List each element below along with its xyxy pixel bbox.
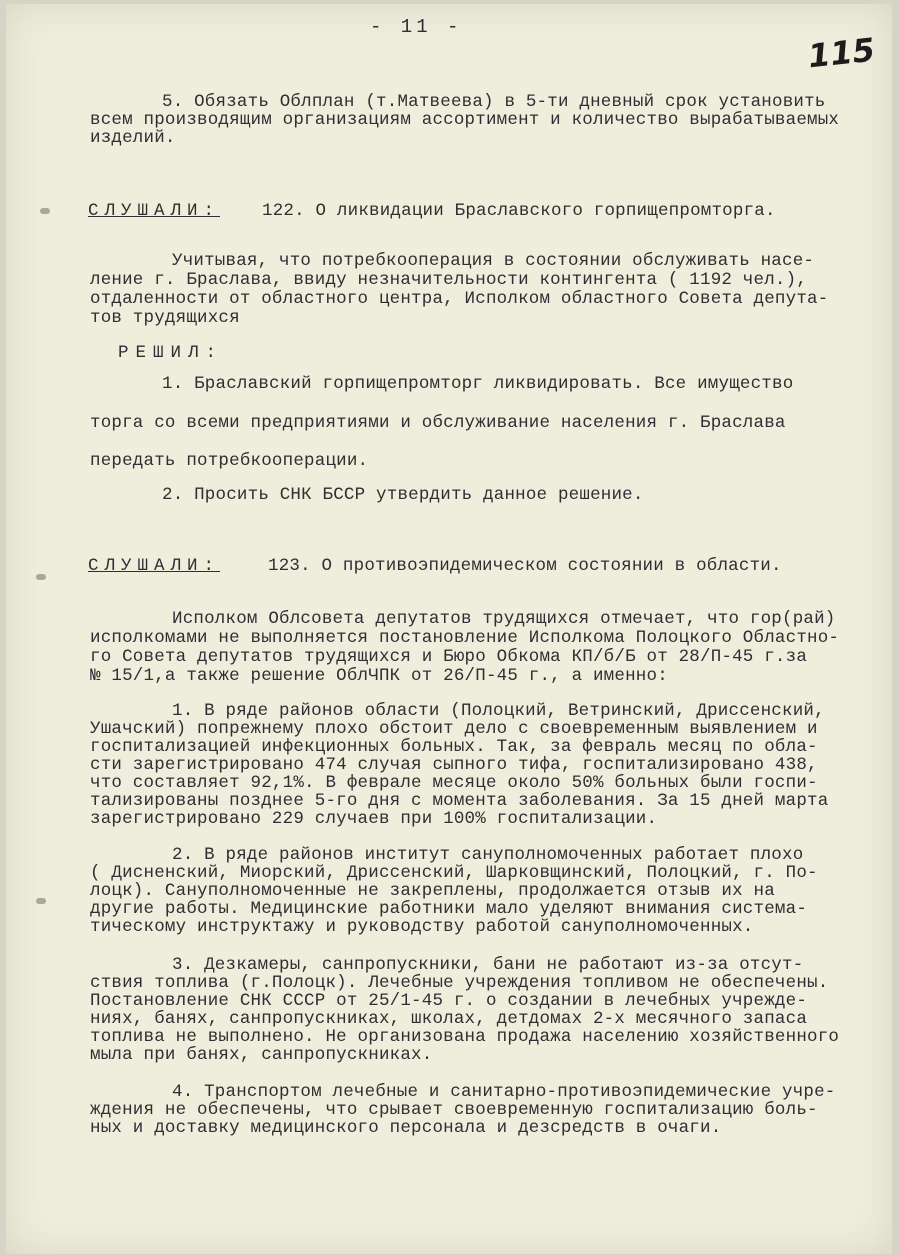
decided-label: РЕШИЛ: [118, 343, 224, 363]
item4-line: ных и доставку медицинского персонала и дезсредств в очаги. [90, 1118, 722, 1138]
item1-line: зарегистрировано 229 случаев при 100% госпитализации. [90, 809, 658, 829]
p123-line: № 15/1,а также решение ОблЧПК от 26/П-45 г., а именно: [90, 666, 668, 686]
heard-122-title: 122. О ликвидации Браславского горпищепромторга. [262, 201, 776, 221]
item5-line: 5. Обязать Облплан (т.Матвеева) в 5-ти дневный срок установить [162, 92, 826, 112]
item5-line: изделий. [90, 128, 176, 148]
item4-line: 4. Транспортом лечебные и санитарно-противоэпидемические учре- [172, 1082, 836, 1102]
p122-line: Учитывая, что потребкооперация в состоянии обслуживать насе- [172, 251, 815, 271]
item2-line: 2. В ряде районов институт сануполномоченных работает плохо [172, 845, 804, 865]
item3-line: ствия топлива (г.Полоцк). Лечебные учреждения топливом не обеспечены. [90, 973, 829, 993]
item3-line: Постановление СНК СССР от 25/1-45 г. о создании в лечебных учрежде- [90, 991, 808, 1011]
item1-line: что составляет 92,1%. В феврале месяце около 50% больных были госпи- [90, 773, 818, 793]
decision1-line: 1. Браславский горпищепромторг ликвидировать. Все имущество [162, 374, 794, 394]
item1-line: сти зарегистрировано 474 случая сыпного тифа, госпитализировано 438, [90, 755, 818, 775]
p123-line: исполкомами не выполняется постановление Исполкома Полоцкого Областно- [90, 628, 840, 648]
item2-line: другие работы. Медицинские работники мало уделяют внимания системa- [90, 899, 808, 919]
item3-line: топлива не выполнено. Не организована продажа населению хозяйственного [90, 1027, 840, 1047]
decision1-line: передать потребкооперации. [90, 451, 369, 471]
item1-line: тализированы позднее 5-го дня с момента заболевания. За 15 дней марта [90, 791, 829, 811]
item1-line: Ушачский) попрежнему плохо обстоит дело с своевременным выявлением и [90, 719, 818, 739]
item1-line: 1. В ряде районов области (Полоцкий, Ветринский, Дриссенский, [172, 701, 825, 721]
p122-line: тов трудящихся [90, 308, 240, 328]
decision1-line: торга со всеми предприятиями и обслуживание населения г. Браслава [90, 413, 786, 433]
binding-mark [40, 208, 50, 214]
decision2-line: 2. Просить СНК БССР утвердить данное решение. [162, 485, 644, 505]
page-number: - 11 - [370, 16, 463, 38]
item3-line: ниях, банях, санпропускниках, школах, детдомах 2-х месячного запаса [90, 1009, 808, 1029]
item5-line: всем производящим организациям ассортимент и количество вырабатываемых [90, 110, 840, 130]
heard-123-title: 123. О противоэпидемическом состоянии в области. [268, 556, 782, 576]
item3-line: мыла при банях, санпропускниках. [90, 1045, 433, 1065]
item2-line: тическому инструктажу и руководству работой сануполномоченных. [90, 917, 754, 937]
item3-line: 3. Дезкамеры, санпропускники, бани не работают из-за отсут- [172, 955, 804, 975]
item4-line: ждения не обеспечены, что срывает своевременную госпитализацию боль- [90, 1100, 818, 1120]
p123-line: го Совета депутатов трудящихся и Бюро Обкома КП/б/Б от 28/П-45 г.за [90, 647, 808, 667]
binding-mark [36, 574, 46, 580]
p122-line: ление г. Браслава, ввиду незначительности контингента ( 1192 чел.), [90, 270, 808, 290]
heard-label-123: СЛУШАЛИ: [88, 556, 221, 576]
item1-line: госпитализацией инфекционных больных. Так, за февраль месяц по обла- [90, 737, 818, 757]
item2-line: лоцк). Сануполномоченные не закреплены, продолжается отзыв их на [90, 881, 775, 901]
binding-mark [36, 898, 46, 904]
archive-folio-number: 115 [806, 30, 877, 76]
p123-line: Исполком Облсовета депутатов трудящихся отмечает, что гор(рай) [172, 609, 836, 629]
heard-label-122: СЛУШАЛИ: [88, 201, 221, 221]
item2-line: ( Дисненский, Миорский, Дриссенский, Шарковщинский, Полоцкий, г. По- [90, 863, 818, 883]
p122-line: отдаленности от областного центра, Исполком областного Совета депута- [90, 289, 829, 309]
